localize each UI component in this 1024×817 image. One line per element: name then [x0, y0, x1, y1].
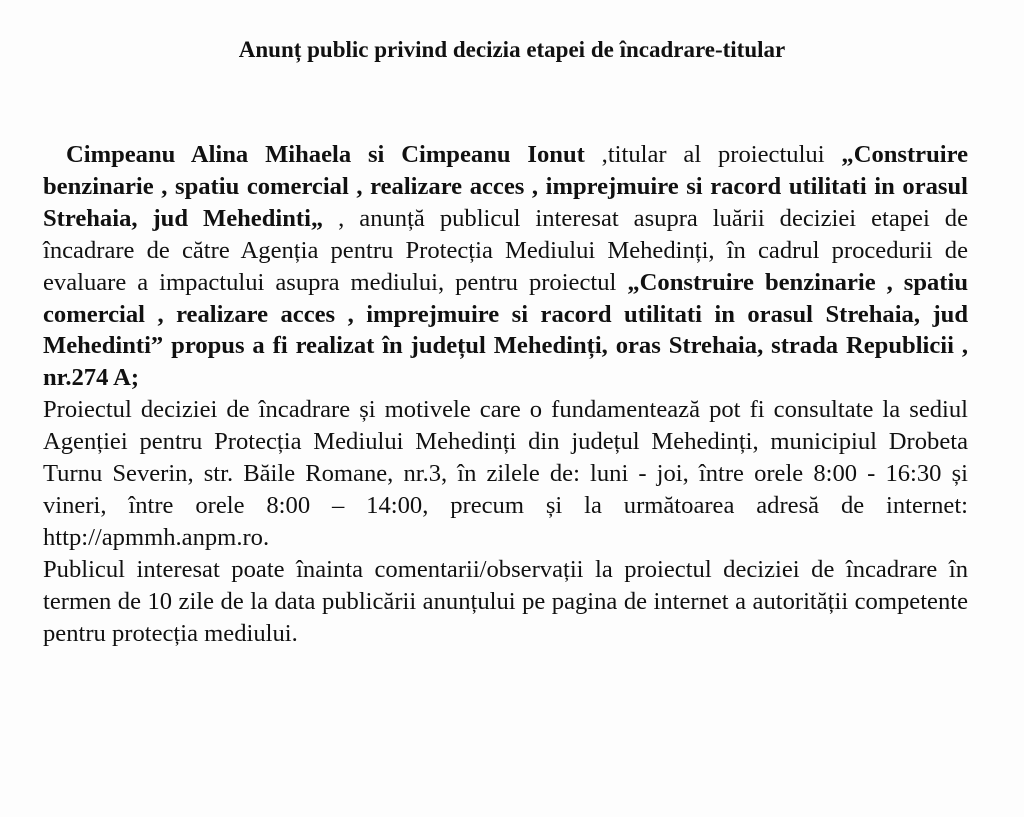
paragraph-announcement: [43, 139, 968, 394]
project-location: „Construire benzinarie , spatiu comercial , realizare acces , imprejmuire si racord utilitati in orasul Strehaia, jud Mehedinti” propus a fi realizat în județul Mehedinți, oras Strehaia, strada Republicii , nr.274 A;: [43, 268, 969, 392]
titular-names: Cimpeanu Alina Mihaela si Cimpeanu Ionut: [66, 141, 585, 168]
paragraph-text-b: , anunță publicul interesat asupra luării deciziei etapei de încadrare de către Agenția pentru Protecția Mediului Mehedinți, în cadrul procedurii de evaluare a impactului asupra mediului, pentru proiectul: [43, 204, 968, 296]
paragraph-consultation: Proiectul deciziei de încadrare și motivele care o fundamentează pot fi consultate la sediul Agenției pentru Protecția Mediului Mehedinți din județul Mehedinți, municipiul Drobeta Turnu Severin, str. Băile Romane, nr.3, în zilele de: luni - joi, între orele 8:00 - 16:30 și vineri, între orele 8:00 – 14:00, precum și la următoarea adresă de internet: http://apmmh.anpm.ro.: [43, 396, 968, 551]
document-body: [43, 139, 968, 650]
document-title: Anunț public privind decizia etapei de încadrare-titular: [238, 37, 786, 62]
paragraph-comments: Publicul interesat poate înainta comentarii/observații la proiectul deciziei de încadrare în termen de 10 zile de la data publicării anunțului pe pagina de internet a autorității competente pentru protecția mediului.: [43, 555, 968, 647]
project-name: „Construire benzinarie , spatiu comercial , realizare acces , imprejmuire si racord utilitati in orasul Strehaia, jud Mehedinti„: [43, 141, 968, 232]
paragraph-text-a: ,titular al proiectului: [584, 141, 842, 168]
